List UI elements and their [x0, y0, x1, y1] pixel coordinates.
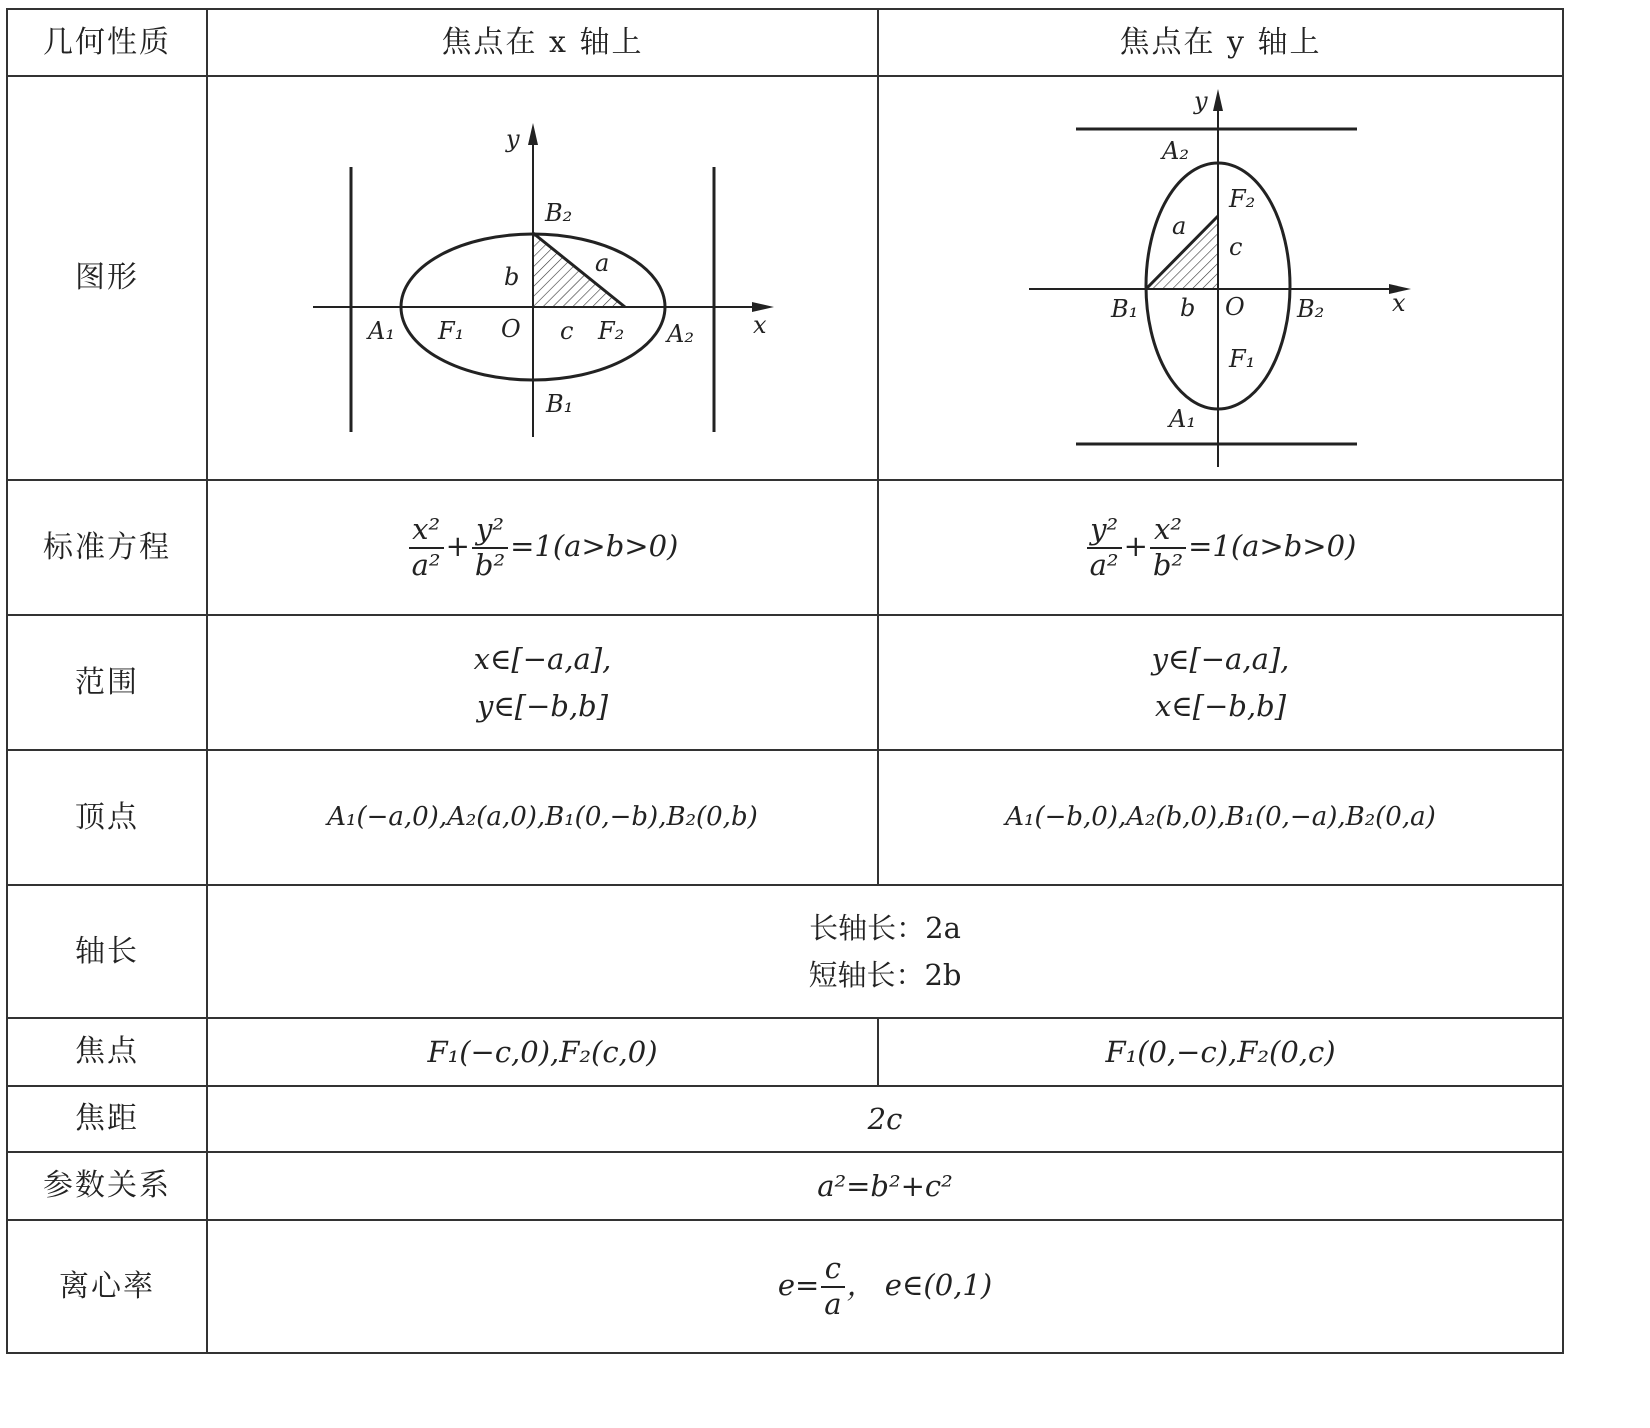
focal-distance-label: 焦距 — [7, 1086, 207, 1152]
label-x: x — [1392, 289, 1406, 317]
equation-x-rest: =1(a>b>0) — [510, 528, 679, 563]
header-row — [7, 9, 1563, 76]
label-F1: F₁ — [1229, 345, 1256, 373]
foci-row — [7, 1018, 1563, 1086]
label-F1: F₁ — [438, 317, 465, 345]
equation-x-frac2: $\frac{\text{y²}}{\text{b²}}$ — [472, 513, 508, 582]
label-a: a — [595, 249, 610, 277]
vertex-x-case: A₁(−a,0),A₂(a,0),B₁(0,−b),B₂(0,b) — [207, 750, 878, 885]
foci-x-case: F₁(−c,0),F₂(c,0) — [207, 1018, 878, 1086]
label-c: c — [560, 317, 574, 345]
label-A2: A₂ — [1162, 137, 1189, 165]
equation-label: 标准方程 — [7, 480, 207, 615]
axis-length-label: 轴长 — [7, 885, 207, 1018]
equation-y-rest: =1(a>b>0) — [1188, 528, 1357, 563]
vertex-y-case: A₁(−b,0),A₂(b,0),B₁(0,−a),B₂(0,a) — [878, 750, 1563, 885]
label-b: b — [1180, 294, 1196, 322]
range-y-case — [878, 615, 1563, 750]
header-foci-on-x: 焦点在 x 轴上 — [207, 9, 878, 76]
ellipse-y-diagram — [879, 77, 1564, 479]
label-A1: A₁ — [1169, 405, 1196, 433]
label-B2: B₂ — [1297, 295, 1325, 323]
range-y-line1: y∈[−a,a], — [1151, 642, 1290, 677]
focal-distance-value: 2c — [207, 1086, 1563, 1152]
label-F2: F₂ — [1229, 185, 1256, 213]
equation-y-frac2: $\frac{\text{x²}}{\text{b²}}$ — [1150, 513, 1186, 582]
figure-x-cell — [207, 76, 878, 480]
equation-x-frac1: $\frac{\text{x²}}{\text{a²}}$ — [409, 513, 444, 582]
equation-y-case: $\frac{\text{y²}}{\text{a²}}$ + $\frac{\text{x²}}{\text{b²}}$ =1(a>b>0) — [878, 480, 1563, 615]
range-y-line2: x∈[−b,b] — [1154, 688, 1287, 723]
header-foci-on-y: 焦点在 y 轴上 — [878, 9, 1563, 76]
eccentricity-value — [207, 1220, 1563, 1353]
label-O: O — [501, 315, 521, 343]
equation-row — [7, 480, 1563, 615]
focal-distance-row — [7, 1086, 1563, 1152]
eccentricity-rhs: ， e∈(0,1) — [846, 1267, 993, 1302]
eccentricity-row — [7, 1220, 1563, 1353]
label-A1: A₁ — [368, 317, 395, 345]
label-x: x — [753, 311, 767, 339]
foci-y-case: F₁(0,−c),F₂(0,c) — [878, 1018, 1563, 1086]
axis-length-row — [7, 885, 1563, 1018]
label-B2: B₂ — [545, 199, 573, 227]
label-b: b — [504, 263, 520, 291]
label-A2: A₂ — [667, 320, 694, 348]
parameter-relation-value: a²=b²+c² — [207, 1152, 1563, 1220]
major-axis-length: 长轴长：2a — [809, 911, 961, 946]
header-property: 几何性质 — [7, 9, 207, 76]
vertex-label: 顶点 — [7, 750, 207, 885]
ellipse-properties-table — [6, 8, 1564, 1354]
label-a: a — [1172, 212, 1187, 240]
figure-row — [7, 76, 1563, 480]
minor-axis-length: 短轴长：2b — [808, 957, 962, 992]
eccentricity-lhs: e= — [777, 1267, 820, 1302]
range-row — [7, 615, 1563, 750]
label-c: c — [1229, 233, 1243, 261]
label-F2: F₂ — [598, 317, 625, 345]
label-y: y — [1194, 87, 1208, 115]
foci-label: 焦点 — [7, 1018, 207, 1086]
range-x-case — [207, 615, 878, 750]
eccentricity-fraction: $\frac{c}{a}$ — [821, 1252, 844, 1321]
figure-label: 图形 — [7, 76, 207, 480]
range-x-line2: y∈[−b,b] — [476, 688, 609, 723]
parameter-relation-row — [7, 1152, 1563, 1220]
label-B1: B₁ — [546, 390, 574, 418]
eccentricity-label: 离心率 — [7, 1220, 207, 1353]
range-label: 范围 — [7, 615, 207, 750]
ellipse-x-diagram — [208, 77, 879, 479]
equation-x-case: $\frac{\text{x²}}{\text{a²}}$ + $\frac{\text{y²}}{\text{b²}}$ =1(a>b>0) — [207, 480, 878, 615]
label-B1: B₁ — [1111, 295, 1139, 323]
y-axis-arrow — [528, 123, 538, 145]
parameter-relation-label: 参数关系 — [7, 1152, 207, 1220]
equation-y-frac1: $\frac{\text{y²}}{\text{a²}}$ — [1087, 513, 1122, 582]
axis-length-value — [207, 885, 1563, 1018]
range-x-line1: x∈[−a,a], — [473, 642, 612, 677]
y-axis-arrow — [1213, 89, 1223, 111]
figure-y-cell — [878, 76, 1563, 480]
label-y: y — [506, 125, 520, 153]
vertex-row — [7, 750, 1563, 885]
label-O: O — [1225, 293, 1245, 321]
